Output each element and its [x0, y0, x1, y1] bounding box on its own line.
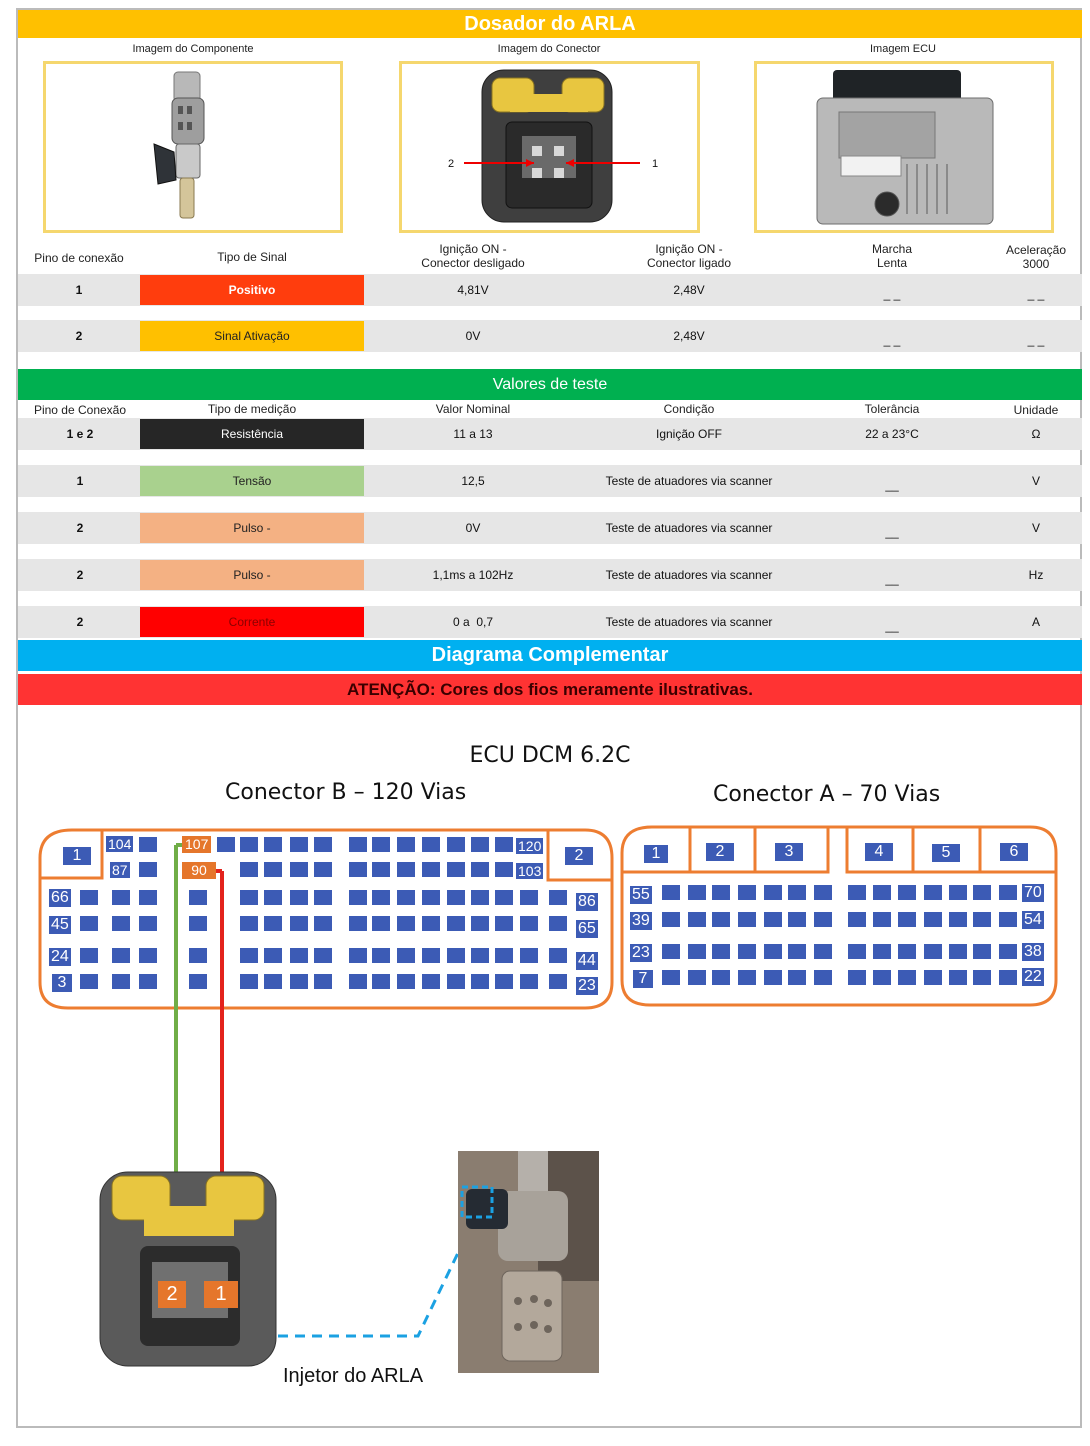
- connector-b-pin-square: [422, 890, 440, 905]
- connector-a-pin-55: 55: [632, 886, 650, 903]
- connector-b-pin-square: [290, 837, 308, 852]
- connector-b-pin-square: [422, 948, 440, 963]
- connector-a-pin-square: [764, 970, 782, 985]
- test-row-2-condition: Teste de atuadores via scanner: [605, 474, 773, 488]
- signal-row-1-type: Positivo: [140, 275, 364, 305]
- connector-a-pin-square: [873, 885, 891, 900]
- connector-b-pin-square: [290, 862, 308, 877]
- connector-b-pin-square: [349, 974, 367, 989]
- header-signal-type: Tipo de Sinal: [217, 250, 287, 264]
- connector-b-pin-square: [314, 948, 332, 963]
- connector-b-pin-square: [447, 916, 465, 931]
- connector-b-pin-square: [422, 916, 440, 931]
- connector-a-pin-square: [873, 970, 891, 985]
- connector-a-pin-square: [662, 885, 680, 900]
- connector-a-pin-square: [814, 912, 832, 927]
- connector-b-pin-square: [80, 948, 98, 963]
- connector-a-block-4: 4: [865, 843, 893, 861]
- connector-a-pin-square: [688, 944, 706, 959]
- connector-b-pin-square: [447, 890, 465, 905]
- connector-pin-2-label: 2: [448, 158, 455, 170]
- cyan-dashed-link: [278, 1228, 470, 1336]
- connector-b-pin-square: [549, 890, 567, 905]
- test-header-condition: Condição: [663, 402, 715, 416]
- connector-b-pin-square: [471, 862, 489, 877]
- ecu-title: ECU DCM 6.2C: [469, 743, 631, 768]
- connector-b-pin-square: [189, 974, 207, 989]
- signal-row-2-off: 0V: [465, 329, 481, 343]
- connector-b-pin-square: [447, 862, 465, 877]
- connector-b-pin-104: 104: [108, 836, 132, 852]
- connector-image-label: Imagem do Conector: [497, 43, 601, 55]
- connector-b-pin-square: [397, 916, 415, 931]
- connector-b-pin-square: [240, 837, 258, 852]
- connector-a-pin-square: [764, 885, 782, 900]
- connector-b-pin-square: [80, 916, 98, 931]
- connector-b-pin-24: 24: [51, 948, 69, 965]
- connector-a-pin-square: [662, 970, 680, 985]
- test-row-1-nominal: 11 a 13: [453, 427, 493, 441]
- connector-b-pin-square: [397, 890, 415, 905]
- header-ign-on: Ignição ON - Conector ligado: [646, 242, 732, 270]
- connector-b-pin-square: [290, 974, 308, 989]
- connector-a-pin-square: [712, 912, 730, 927]
- connector-b-pin-square: [314, 890, 332, 905]
- test-row-1-condition: Ignição OFF: [655, 427, 723, 441]
- connector-a-pin-square: [662, 944, 680, 959]
- connector-a-pin-square: [788, 912, 806, 927]
- connector-a-pin-square: [814, 885, 832, 900]
- connector-a-pin-square: [738, 912, 756, 927]
- connector-b-pin-square: [422, 837, 440, 852]
- diagram-title: Diagrama Complementar: [431, 644, 669, 666]
- test-row-4-type: Pulso -: [140, 560, 364, 590]
- connector-a-blocks: [622, 827, 1056, 872]
- connector-a-pin-square: [949, 944, 967, 959]
- header-accel: Aceleração 3000: [1005, 243, 1067, 271]
- connector-b-pin-square: [349, 890, 367, 905]
- connector-b-pin-square: [372, 837, 390, 852]
- connector-b-pin-square: [80, 890, 98, 905]
- test-row-4-nominal: 1,1ms a 102Hz: [432, 568, 514, 582]
- connector-b-pin-square: [264, 890, 282, 905]
- connector-a-pin-39: 39: [632, 912, 650, 929]
- connector-a-pin-square: [788, 944, 806, 959]
- connector-a-block-6: 6: [1000, 843, 1028, 861]
- injector-connector-photo: [96, 1166, 282, 1372]
- test-row-1-unit: Ω: [1031, 427, 1041, 441]
- connector-a-pin-square: [712, 885, 730, 900]
- connector-b-pin-square: [422, 974, 440, 989]
- connector-b-pin-square: [264, 862, 282, 877]
- connector-b-pin-square: [112, 948, 130, 963]
- connector-a-pin-square: [973, 944, 991, 959]
- connector-b-pin-square: [139, 974, 157, 989]
- test-row-4-condition: Teste de atuadores via scanner: [605, 568, 773, 582]
- header-idle: Marcha Lenta: [871, 242, 912, 270]
- test-row-2-pin: 1: [76, 474, 84, 488]
- connector-b-pin-square: [520, 890, 538, 905]
- header-pin: Pino de conexão: [34, 251, 124, 265]
- connector-b-pin-square: [112, 974, 130, 989]
- connector-a-pin-square: [738, 944, 756, 959]
- test-row-2-nominal: 12,5: [461, 474, 485, 488]
- connector-b-label: Conector B – 120 Vias: [225, 780, 467, 805]
- connector-a-block-5: 5: [932, 844, 960, 862]
- connector-b-pin-square: [290, 916, 308, 931]
- connector-a-pin-square: [814, 944, 832, 959]
- connector-b-pin-square: [397, 862, 415, 877]
- test-row-4-unit: Hz: [1028, 568, 1044, 582]
- connector-a-pin-square: [924, 912, 942, 927]
- warning-text: ATENÇÃO: Cores dos fios meramente ilustrativas.: [347, 680, 753, 699]
- connector-a-pin-7: 7: [633, 970, 653, 988]
- test-row-3-pin: 2: [76, 521, 84, 535]
- test-row-2-tolerance: __: [885, 478, 899, 492]
- signal-row-1-accel: _ _: [1027, 287, 1045, 301]
- test-values-title: Valores de teste: [492, 376, 608, 393]
- connector-a-block-1: 1: [644, 845, 668, 863]
- connector-a-pin-square: [848, 944, 866, 959]
- page-title: Dosador do ARLA: [464, 13, 636, 35]
- connector-b-pin-square: [549, 974, 567, 989]
- connector-b-pin-square: [240, 948, 258, 963]
- connector-b-pin-square: [139, 948, 157, 963]
- signal-row-1-idle: _ _: [883, 287, 901, 301]
- connector-a-pin-38: 38: [1024, 943, 1042, 960]
- test-row-1-tolerance: 22 a 23°C: [865, 427, 919, 441]
- connector-a-pin-square: [764, 912, 782, 927]
- connector-a-pin-square: [898, 912, 916, 927]
- connector-a-pin-square: [712, 970, 730, 985]
- connector-b-pin-square: [372, 890, 390, 905]
- connector-b-pin-square: [349, 916, 367, 931]
- connector-b-pin-90: 90: [182, 862, 216, 879]
- connector-a-pin-square: [898, 885, 916, 900]
- injector-label: Injetor do ARLA: [283, 1365, 424, 1387]
- connector-b-pin-3: 3: [52, 974, 72, 992]
- connector-b-pin-square: [314, 837, 332, 852]
- connector-a-pin-square: [999, 944, 1017, 959]
- connector-a-pin-70: 70: [1024, 884, 1042, 901]
- connector-a-pin-square: [973, 885, 991, 900]
- connector-a-pin-square: [924, 970, 942, 985]
- test-header-type: Tipo de medição: [207, 402, 297, 416]
- connector-b-pin-square: [240, 974, 258, 989]
- connector-b-pin-square: [290, 890, 308, 905]
- connector-a-pin-square: [949, 970, 967, 985]
- connector-b-pin-107: 107: [182, 836, 211, 853]
- signal-row-2-type: Sinal Ativação: [140, 321, 364, 351]
- connector-b-block-1: 1: [63, 847, 91, 865]
- connector-b-pin-45: 45: [51, 916, 69, 933]
- connector-b-pin-square: [471, 974, 489, 989]
- connector-a-pin-square: [764, 944, 782, 959]
- test-row-5-tolerance: __: [885, 619, 899, 633]
- connector-b-pin-square: [139, 862, 157, 877]
- signal-row-2-on: 2,48V: [673, 329, 705, 343]
- connector-b-pin-square: [112, 916, 130, 931]
- connector-b-pin-square: [471, 837, 489, 852]
- connector-a-pin-square: [814, 970, 832, 985]
- test-row-5-condition: Teste de atuadores via scanner: [605, 615, 773, 629]
- connector-b-pin-square: [240, 862, 258, 877]
- injector-pin-1: 1: [204, 1281, 238, 1308]
- signal-row-2-idle: _ _: [883, 333, 901, 347]
- connector-b-pin-square: [189, 890, 207, 905]
- connector-a-pin-square: [949, 885, 967, 900]
- test-row-1-type: Resistência: [140, 419, 364, 449]
- connector-b-pin-65: 65: [578, 920, 596, 937]
- test-row-3-type: Pulso -: [140, 513, 364, 543]
- connector-a-pin-square: [973, 912, 991, 927]
- test-header-pin: Pino de Conexão: [33, 403, 127, 417]
- signal-row-2-pin: 2: [75, 329, 83, 343]
- connector-b-pin-square: [495, 890, 513, 905]
- connector-b-pin-square: [349, 948, 367, 963]
- connector-b-pin-square: [471, 890, 489, 905]
- connector-b-pin-square: [397, 837, 415, 852]
- connector-a-pin-23: 23: [632, 944, 650, 961]
- connector-b-pin-square: [422, 862, 440, 877]
- connector-b-pin-square: [495, 837, 513, 852]
- connector-pin-1-label: 1: [652, 158, 659, 170]
- connector-a-pin-square: [924, 944, 942, 959]
- connector-a-pin-square: [999, 970, 1017, 985]
- connector-b-pin-square: [549, 948, 567, 963]
- connector-b-pin-square: [520, 974, 538, 989]
- connector-b-pin-square: [189, 948, 207, 963]
- connector-b-pin-square: [520, 948, 538, 963]
- connector-b-pin-square: [314, 862, 332, 877]
- connector-a-pin-square: [973, 970, 991, 985]
- test-header-unit: Unidade: [1013, 403, 1059, 417]
- connector-b-pin-square: [372, 916, 390, 931]
- connector-b-pin-square: [495, 862, 513, 877]
- test-header-nominal: Valor Nominal: [435, 402, 511, 416]
- connector-a-pin-22: 22: [1024, 968, 1042, 985]
- connector-b-pin-square: [495, 974, 513, 989]
- connector-a-pin-square: [873, 912, 891, 927]
- test-row-5-unit: A: [1031, 615, 1040, 629]
- connector-b-pin-square: [447, 948, 465, 963]
- test-row-4-pin: 2: [76, 568, 84, 582]
- connector-b-pin-44: 44: [578, 952, 596, 969]
- connector-a-pin-54: 54: [1024, 911, 1042, 928]
- connector-b-pin-square: [471, 916, 489, 931]
- connector-b-pin-square: [264, 837, 282, 852]
- connector-b-pin-square: [139, 890, 157, 905]
- connector-a-pin-square: [848, 885, 866, 900]
- connector-b-pin-square: [372, 974, 390, 989]
- test-row-3-tolerance: __: [885, 525, 899, 539]
- signal-row-1-off: 4,81V: [457, 283, 489, 297]
- test-row-3-nominal: 0V: [465, 521, 481, 535]
- connector-b-pin-square: [189, 916, 207, 931]
- signal-row-1-on: 2,48V: [673, 283, 705, 297]
- connector-a-pin-square: [999, 885, 1017, 900]
- connector-a-pin-square: [999, 912, 1017, 927]
- connector-b-pin-square: [549, 916, 567, 931]
- connector-a-pin-square: [712, 944, 730, 959]
- connector-a-pin-square: [924, 885, 942, 900]
- connector-a-pin-square: [949, 912, 967, 927]
- connector-b-pin-square: [495, 948, 513, 963]
- connector-b-block-2: 2: [565, 847, 593, 865]
- connector-b-pin-square: [314, 916, 332, 931]
- header-ign-off: Ignição ON - Conector desligado: [421, 242, 525, 270]
- connector-a-pin-square: [848, 970, 866, 985]
- injector-photo: [458, 1151, 599, 1373]
- connector-a-pin-square: [788, 885, 806, 900]
- ecu-image-label: Imagem ECU: [869, 43, 937, 55]
- connector-b-pin-square: [349, 837, 367, 852]
- test-row-2-unit: V: [1031, 474, 1040, 488]
- connector-b-pin-square: [139, 837, 157, 852]
- connector-b-pin-square: [520, 916, 538, 931]
- connector-a-pin-square: [688, 970, 706, 985]
- connector-b-pin-square: [471, 948, 489, 963]
- connector-b-pin-66: 66: [51, 889, 69, 906]
- connector-b-pin-square: [264, 974, 282, 989]
- connector-b-pin-square: [349, 862, 367, 877]
- test-row-3-condition: Teste de atuadores via scanner: [605, 521, 773, 535]
- connector-b-pin-square: [397, 974, 415, 989]
- connector-b-pin-square: [217, 837, 235, 852]
- test-row-4-tolerance: __: [885, 572, 899, 586]
- connector-b-pin-square: [240, 916, 258, 931]
- connector-b-pin-square: [495, 916, 513, 931]
- test-header-tolerance: Tolerância: [864, 402, 920, 416]
- connector-b-pin-square: [264, 916, 282, 931]
- test-row-1-pin: 1 e 2: [66, 427, 94, 441]
- connector-b-pin-square: [290, 948, 308, 963]
- connector-b-pin-square: [372, 862, 390, 877]
- connector-b-pin-square: [447, 974, 465, 989]
- connector-b-pin-square: [139, 916, 157, 931]
- connector-a-block-2: 2: [706, 843, 734, 861]
- test-row-5-pin: 2: [76, 615, 84, 629]
- connector-b-pin-square: [80, 974, 98, 989]
- connector-a-pin-square: [738, 885, 756, 900]
- connector-a-pin-square: [688, 912, 706, 927]
- connector-a-block-3: 3: [775, 843, 803, 861]
- connector-b-pin-square: [397, 948, 415, 963]
- connector-b-pin-120: 120: [518, 838, 542, 854]
- connector-b-pin-square: [240, 890, 258, 905]
- connector-b-pin-square: [447, 837, 465, 852]
- connector-a-pin-square: [848, 912, 866, 927]
- connector-a-pin-square: [898, 970, 916, 985]
- connector-a-pin-square: [898, 944, 916, 959]
- connector-a-label: Conector A – 70 Vias: [713, 782, 941, 807]
- connector-b-pin-87: 87: [112, 862, 128, 878]
- injector-pin-2: 2: [158, 1281, 186, 1308]
- test-row-3-unit: V: [1031, 521, 1040, 535]
- connector-a-pin-square: [738, 970, 756, 985]
- connector-a-pin-square: [788, 970, 806, 985]
- connector-b-pin-23: 23: [578, 977, 596, 994]
- connector-a-pin-square: [688, 885, 706, 900]
- connector-b-pin-square: [112, 890, 130, 905]
- signal-row-1-pin: 1: [75, 283, 83, 297]
- connector-a-pin-square: [662, 912, 680, 927]
- test-row-5-nominal: 0 a 0,7: [452, 615, 494, 629]
- component-image-label: Imagem do Componente: [132, 43, 254, 55]
- connector-a-pin-square: [873, 944, 891, 959]
- connector-b-pin-square: [264, 948, 282, 963]
- test-row-5-type: Corrente: [140, 607, 364, 637]
- connector-b-pin-86: 86: [578, 893, 596, 910]
- connector-b-pin-square: [314, 974, 332, 989]
- connector-b-pin-square: [372, 948, 390, 963]
- connector-b-pin-103: 103: [518, 863, 542, 879]
- test-row-2-type: Tensão: [140, 466, 364, 496]
- signal-row-2-accel: _ _: [1027, 333, 1045, 347]
